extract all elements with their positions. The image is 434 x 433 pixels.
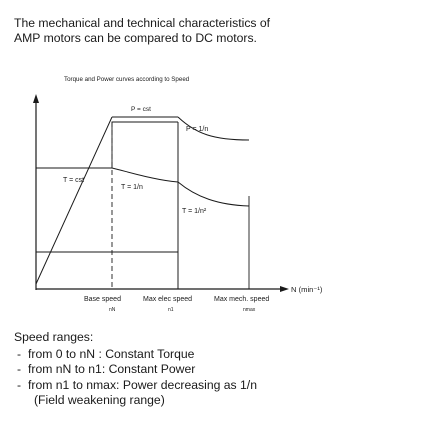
base-speed-label: Base speed — [84, 296, 121, 303]
speed-ranges-list — [14, 347, 424, 394]
max-mech-speed-label: Max mech. speed — [214, 296, 270, 303]
torque-label: T = cst — [63, 177, 85, 184]
power-rising — [36, 117, 112, 284]
diagram-title: Torque and Power curves according to Speed — [64, 76, 190, 83]
x-axis-label: N (min⁻¹) — [291, 285, 323, 294]
max-elec-speed-label: Max elec speed — [143, 296, 193, 303]
power-label: P = cst — [131, 106, 151, 113]
t-inv-n-label: T = 1/n — [121, 184, 143, 191]
t-inv-n2-label: T = 1/n² — [182, 208, 207, 215]
speed-range-item: - from 0 to nN : Constant Torque — [14, 347, 424, 363]
max-elec-speed-symbol: n1 — [168, 307, 174, 313]
speed-range-item: - from n1 to nmax: Power decreasing as 1/n — [14, 378, 424, 394]
torque-inv-n — [112, 168, 178, 182]
y-axis-arrow — [33, 94, 39, 103]
max-mech-speed-symbol: nmax — [243, 307, 256, 313]
base-speed-symbol: nN — [109, 307, 116, 313]
speed-range-item: - from nN to n1: Constant Power — [14, 362, 424, 378]
speed-ranges-heading: Speed ranges: — [14, 330, 94, 344]
x-axis-arrow — [280, 286, 289, 292]
speed-ranges — [14, 330, 424, 409]
axes — [33, 94, 289, 292]
power-curve — [36, 117, 249, 284]
intro-line-1: The mechanical and technical characteristics of — [14, 16, 271, 30]
intro-line-2: AMP motors can be compared to DC motors. — [14, 31, 257, 45]
field-weakening-note: (Field weakening range) — [34, 393, 165, 408]
p-inv-n-label: P = 1/n — [186, 126, 209, 133]
speed-markers — [112, 122, 249, 289]
torque-inv-n2 — [178, 182, 249, 206]
region-frame — [36, 122, 178, 289]
